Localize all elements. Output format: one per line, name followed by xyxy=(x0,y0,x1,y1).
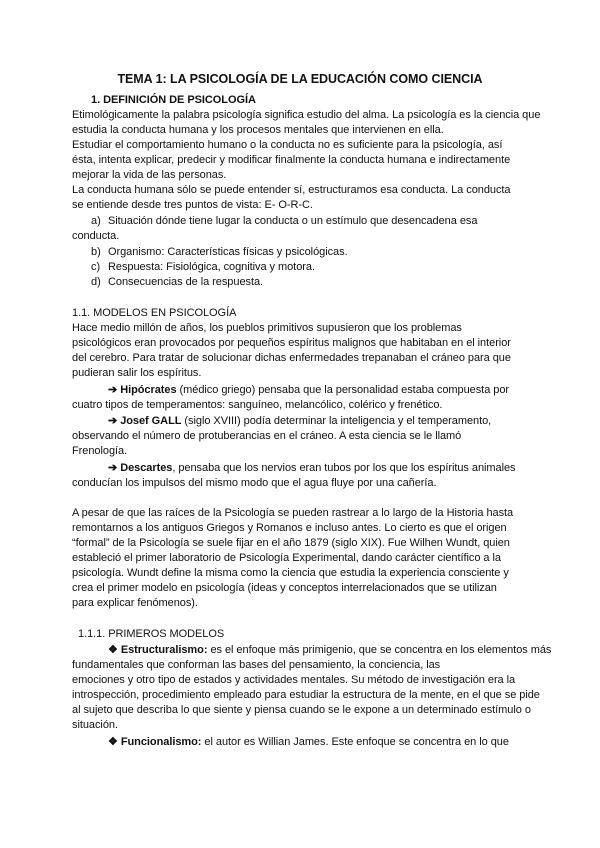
list-item: Situación dónde tiene lugar la conducta o un estímulo que desencadena esa xyxy=(108,215,478,227)
bullet-hipocrates xyxy=(108,384,509,397)
list-marker: c) xyxy=(91,261,101,273)
paragraph-line: crea el primer modelo en psicología (ideas y conceptos interrelacionados que se utilizan xyxy=(72,582,497,594)
section-heading-definicion: 1. DEFINICIÓN DE PSICOLOGÍA xyxy=(91,94,256,106)
bullet-continuation: conducían los impulsos del mismo modo que el agua fluye por una cañería. xyxy=(72,477,437,489)
paragraph-line: Hace medio millón de años, los pueblos primitivos supusieron que los problemas xyxy=(72,322,462,334)
diamond-bullet-icon: ❖ xyxy=(108,736,118,748)
bullet-text: , pensaba que los nervios eran tubos por los que los espíritus animales xyxy=(172,462,516,474)
bullet-name: Estructuralismo: xyxy=(120,644,208,656)
paragraph-line: estableció el primer laboratorio de Psicología Experimental, dando carácter científico a la xyxy=(72,552,501,564)
bullet-continuation: Frenología. xyxy=(72,445,128,457)
bullet-continuation: cuatro tipos de temperamentos: sanguíneo, melancólico, colérico y frenético. xyxy=(72,399,443,411)
section-heading-primeros-modelos: 1.1.1. PRIMEROS MODELOS xyxy=(78,628,225,640)
paragraph-line: La conducta humana sólo se puede entender sí, estructuramos esa conducta. La conducta xyxy=(72,184,511,196)
arrow-icon: ➔ xyxy=(108,415,118,427)
bullet-continuation: situación. xyxy=(72,719,118,731)
bullet-text: (siglo XVIII) podía determinar la inteligencia y el temperamento, xyxy=(181,415,492,427)
bullet-text: es el enfoque más primigenio, que se concentra en los elementos más xyxy=(207,644,552,656)
paragraph-line: pudieran salir los espíritus. xyxy=(72,367,202,379)
paragraph-line: psicológicos eran provocados por pequeños espíritus malignos que habitaban en el interior xyxy=(72,337,511,349)
bullet-name: Funcionalismo: xyxy=(120,736,202,748)
paragraph-line: Estudiar el comportamiento humano o la conducta no es suficiente para la psicología, así xyxy=(72,139,503,151)
arrow-icon: ➔ xyxy=(108,384,118,396)
bullet-descartes xyxy=(108,462,516,475)
paragraph-line: ésta, intenta explicar, predecir y modificar finalmente la conducta humana e indirectamente xyxy=(72,154,511,166)
arrow-icon: ➔ xyxy=(108,462,118,474)
bullet-name: Josef GALL xyxy=(120,415,182,427)
paragraph-line: A pesar de que las raíces de la Psicología se pueden rastrear a lo largo de la Historia hasta xyxy=(72,507,514,519)
list-marker: b) xyxy=(91,246,101,258)
bullet-continuation: observando el número de protuberancias en el cráneo. A esta ciencia se le llamó xyxy=(72,430,462,442)
list-item-continuation: conducta. xyxy=(72,230,120,242)
paragraph-line: del cerebro. Para tratar de solucionar dichas enfermedades trepanaban el cráneo para que xyxy=(72,352,511,364)
bullet-continuation: al sujeto que describa lo que siente y piensa cuando se le expone a un determinado estímulo o xyxy=(72,704,531,716)
bullet-continuation: fundamentales que conforman las bases del pensamiento, la conciencia, las xyxy=(72,659,441,671)
list-item: Organismo: Características físicas y psicológicas. xyxy=(108,246,348,258)
list-marker: d) xyxy=(91,276,101,288)
paragraph-line: Etimológicamente la palabra psicología significa estudio del alma. La psicología es la ciencia que xyxy=(72,109,541,121)
bullet-funcionalismo xyxy=(108,736,509,749)
list-item: Respuesta: Fisiológica, cognitiva y motora. xyxy=(108,261,315,273)
paragraph-line: psicología. Wundt define la misma como la ciencia que estudia la experiencia consciente y xyxy=(72,567,509,579)
paragraph-line: remontarnos a los antiguos Griegos y Romanos e incluso antes. Lo cierto es que el origen xyxy=(72,522,507,534)
paragraph-line: para explicar fenómenos). xyxy=(72,597,198,609)
section-heading-modelos: 1.1. MODELOS EN PSICOLOGÍA xyxy=(72,307,237,319)
bullet-gall xyxy=(108,415,491,428)
diamond-bullet-icon: ❖ xyxy=(108,644,118,656)
page-title: TEMA 1: LA PSICOLOGÍA DE LA EDUCACIÓN COMO CIENCIA xyxy=(117,72,483,86)
paragraph-line: se entiende desde tres puntos de vista: E- O-R-C. xyxy=(72,199,313,211)
bullet-text: el autor es Willian James. Este enfoque se concentra en lo que xyxy=(201,736,509,748)
bullet-continuation: emociones y otro tipo de estados y actividades mentales. Su método de investigación era la xyxy=(72,674,516,686)
bullet-name: Hipócrates xyxy=(120,384,177,396)
paragraph-line: “formal” de la Psicología se suele fijar en el año 1879 (siglo XIX). Fue Wilhen Wundt, quien xyxy=(72,537,510,549)
bullet-estructuralismo xyxy=(108,644,551,657)
bullet-name: Descartes xyxy=(120,462,173,474)
bullet-continuation: introspección, procedimiento empleado para estudiar la estructura de la mente, en el que se pide xyxy=(72,689,540,701)
list-item: Consecuencias de la respuesta. xyxy=(108,276,264,288)
list-marker: a) xyxy=(91,215,101,227)
paragraph-line: mejorar la vida de las personas. xyxy=(72,169,227,181)
paragraph-line: estudia la conducta humana y los procesos mentales que intervienen en ella. xyxy=(72,124,444,136)
bullet-text: (médico griego) pensaba que la personalidad estaba compuesta por xyxy=(176,384,510,396)
